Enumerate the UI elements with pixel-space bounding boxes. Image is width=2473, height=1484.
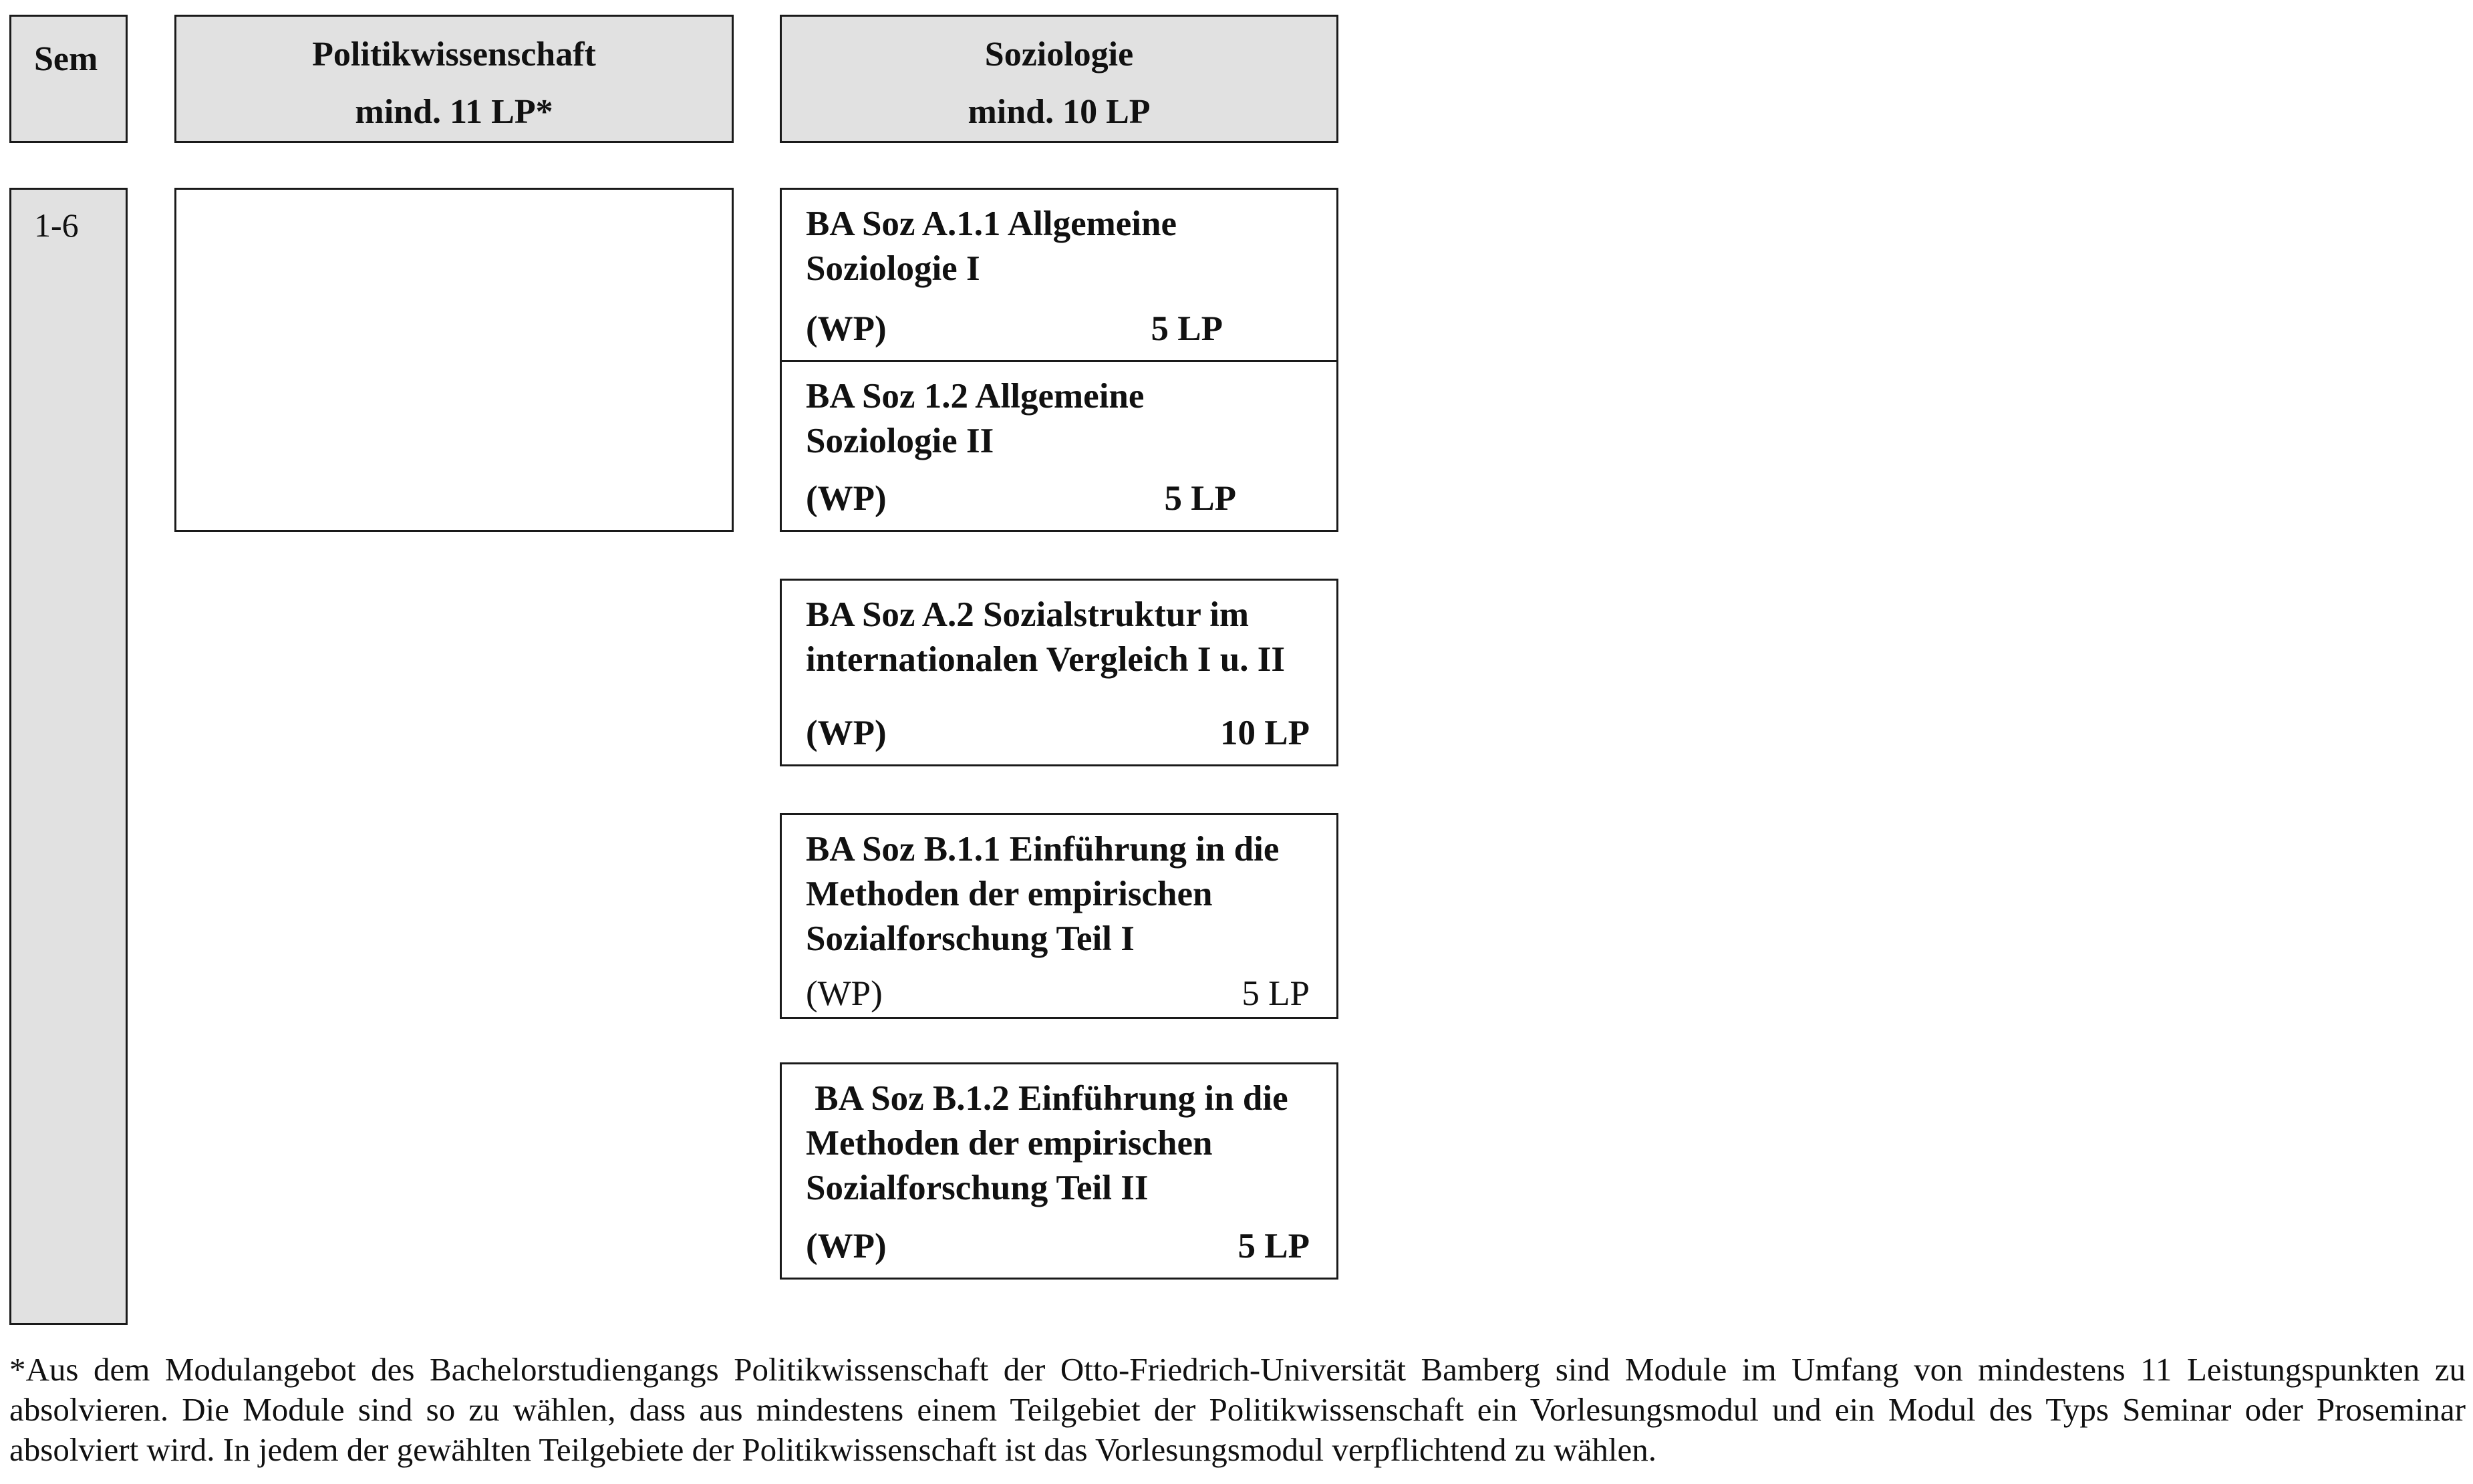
header-soziologie-name: Soziologie: [984, 35, 1134, 73]
module-type: (WP): [806, 1227, 887, 1266]
module-title: BA Soz A.2 Sozialstruktur im internationalen Vergleich I u. II: [806, 595, 1286, 679]
module-soz-a2: [780, 579, 1338, 766]
module-type: (WP): [806, 974, 883, 1013]
module-title: BA Soz B.1.1 Einführung in die Methoden der empirischen Sozialforschung Teil I: [806, 830, 1280, 958]
module-credits: 5 LP: [1164, 479, 1236, 518]
module-credits: 10 LP: [1220, 714, 1310, 752]
header-soziologie-cell: [780, 15, 1338, 143]
module-type: (WP): [806, 714, 887, 752]
module-credits: 5 LP: [1151, 309, 1223, 348]
header-politik-cell: [174, 15, 734, 143]
header-soziologie-credits: mind. 10 LP: [968, 93, 1151, 131]
semester-range: 1-6: [34, 206, 79, 244]
header-sem-cell: [9, 15, 128, 143]
header-sem-label: Sem: [34, 40, 98, 78]
module-credits: 5 LP: [1238, 1227, 1310, 1266]
module-type: (WP): [806, 479, 887, 518]
semester-column: [9, 188, 128, 1325]
module-soz-a11: [780, 188, 1338, 362]
module-soz-b11: [780, 813, 1338, 1019]
politik-module-placeholder: [174, 188, 734, 532]
module-soz-12: [780, 360, 1338, 532]
module-credits: 5 LP: [1242, 974, 1310, 1013]
module-soz-b12: [780, 1062, 1338, 1280]
header-politik-name: Politikwissenschaft: [312, 35, 596, 73]
module-title: BA Soz B.1.2 Einführung in die Methoden der empirischen Sozialforschung Teil II: [806, 1079, 1288, 1207]
module-title: BA Soz 1.2 Allgemeine Soziologie II: [806, 377, 1145, 460]
footnote: *Aus dem Modulangebot des Bachelorstudiengangs Politikwissenschaft der Otto-Friedrich-Universität Bamberg sind Module im Umfang von mindestens 11 Leistungspunkten zu absolvieren. Die Module sind so zu wählen, dass aus mindestens einem Teilgebiet der Politikwissenschaft ein Vorlesungsmodul und ein Modul des Typs Seminar oder Proseminar absolviert wird. In jedem der gewählten Teilgebiete der Politikwissenschaft ist das Vorlesungsmodul verpflichtend zu wählen.: [9, 1351, 2466, 1468]
header-politik-credits: mind. 11 LP*: [355, 93, 553, 131]
module-title: BA Soz A.1.1 Allgemeine Soziologie I: [806, 204, 1177, 288]
module-type: (WP): [806, 309, 887, 348]
